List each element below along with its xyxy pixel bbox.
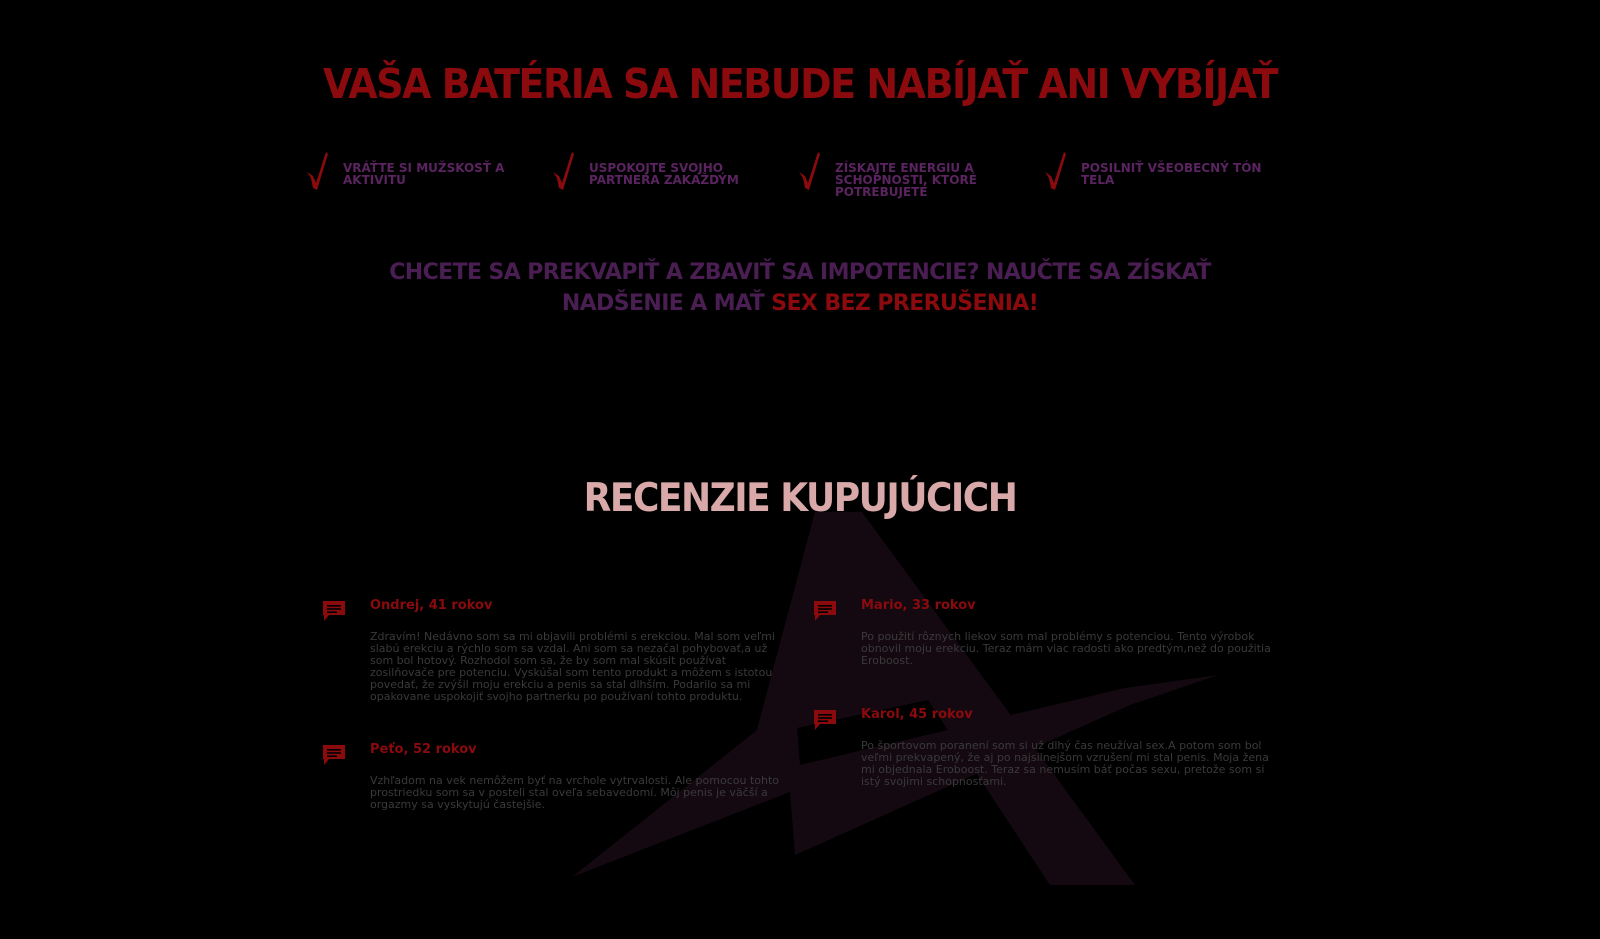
headline-accent: SEX BEZ PRERUŠENIA! <box>771 291 1039 316</box>
chat-bubble-icon <box>322 744 346 766</box>
feature-text: ZÍSKAJTE ENERGIU A SCHOPNOSTI, KTORÉ POTREBUJETE <box>835 161 977 199</box>
feature-list <box>305 152 1300 212</box>
review-text: Po použití rôznych liekov som mal problémy s potenciou. Tento výrobok obnovil moju erekciu. Teraz mám viac radosti ako predtým,než do použitia Eroboost. <box>861 630 1271 667</box>
feature-text: VRÁŤTE SI MUŽSKOSŤ A AKTIVITU <box>343 161 505 187</box>
reviewer-name: Karol, 45 rokov <box>861 707 973 722</box>
checkmark-icon <box>1043 150 1067 190</box>
feature-text: USPOKOJTE SVOJHO PARTNERA ZAKAŽDÝM <box>589 161 739 187</box>
reviews-title: RECENZIE KUPUJÚCICH <box>583 476 1017 521</box>
checkmark-icon <box>797 150 821 190</box>
page-title: VAŠA BATÉRIA SA NEBUDE NABÍJAŤ ANI VYBÍJAŤ <box>322 60 1278 108</box>
checkmark-icon <box>305 150 329 190</box>
feature-text: POSILNIŤ VŠEOBECNÝ TÓN TELA <box>1081 161 1262 187</box>
promo-headline <box>330 257 1270 319</box>
headline-text: CHCETE SA PREKVAPIŤ A ZBAVIŤ SA IMPOTENCIE? NAUČTE SA ZÍSKAŤ NADŠENIE A MAŤ <box>389 260 1211 316</box>
chat-bubble-icon <box>322 600 346 622</box>
feature-item <box>305 152 535 212</box>
chat-bubble-icon <box>813 709 837 731</box>
reviewer-name: Mario, 33 rokov <box>861 598 976 613</box>
chat-bubble-icon <box>813 600 837 622</box>
reviewer-name: Ondrej, 41 rokov <box>370 598 493 613</box>
feature-item <box>551 152 781 212</box>
feature-item <box>1043 152 1273 212</box>
review-text: Vzhľadom na vek nemôžem byť na vrchole vytrvalosti. Ale pomocou tohto prostriedku som sa v posteli stal oveľa sebavedomí. Môj penis je väčší a orgazmy sa vyskytujú častejšie. <box>370 774 780 811</box>
review-text: Zdravím! Nedávno som sa mi objavili problémi s erekciou. Mal som veľmi slabú erekciu a rýchlo som sa vzdal. Ani som sa nezačal pohybovať,a už som bol hotový. Rozhodol som sa, že by som mal skúsit používat zosilňovače pre potenciu. Vyskúšal som tento produkt a môžem s istotou povedať, že zvýšil moju erekciu a penis sa stal dlhším. Podarilo sa mi opakovane uspokojiť svojho partnerku po používaní tohto produktu. <box>370 630 775 703</box>
reviewer-name: Peťo, 52 rokov <box>370 742 477 757</box>
review-text: Po športovom poranení som si už dlhý čas neužíval sex.A potom som bol veľmi prekvapený, že aj po najsilnejšom vzrušení mi stal penis. Moja žena mi objednala Eroboost. Teraz sa nemusím báť počas sexu, pretože som si istý svojimi schopnosťami. <box>861 739 1269 788</box>
checkmark-icon <box>551 150 575 190</box>
feature-item <box>797 152 1027 212</box>
